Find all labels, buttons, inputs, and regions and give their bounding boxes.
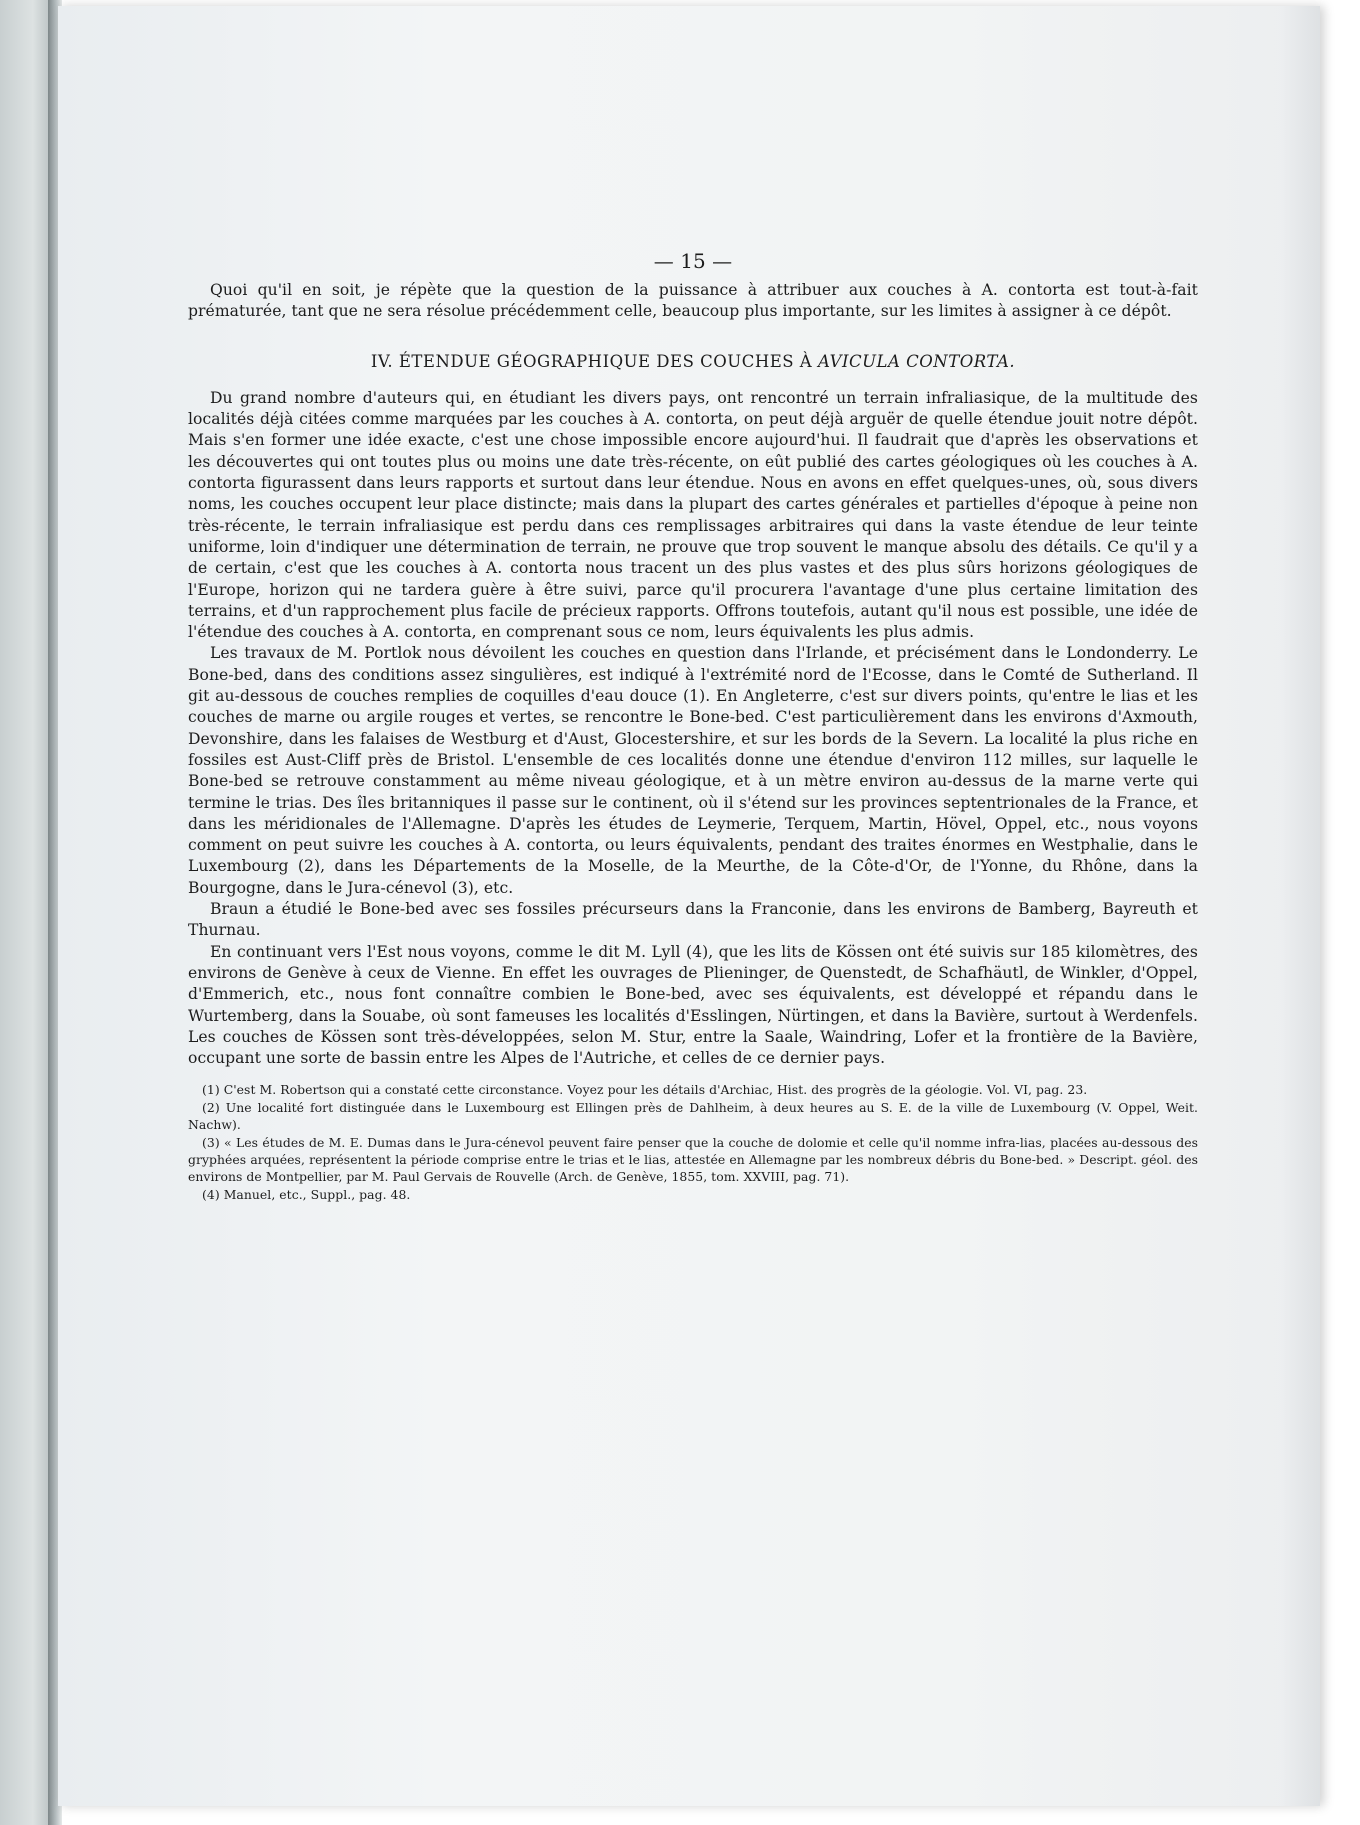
paragraph-2: Du grand nombre d'auteurs qui, en étudiant les divers pays, ont rencontré un terrain infraliasique, de la multitude des localités déjà citées comme marquées par les couches à A. contorta, on peut déjà arguër de quelle étendue jouit notre dépôt. Mais s'en former une idée exacte, c'est une chose impossible encore aujourd'hui. Il faudrait que d'après les observations et les découvertes qui ont toutes plus ou moins une date très-récente, on eût publié des cartes géologiques où les couches à A. contorta figurassent dans leurs rapports et surtout dans leur étendue. Nous en avons en effet quelques-unes, où, sous divers noms, les couches occupent leur place distincte; mais dans la plupart des cartes générales et partielles d'époque à peine non très-récente, le terrain infraliasique est perdu dans ces remplissages arbitraires qui dans la vaste étendue de leur teinte uniforme, loin d'indiquer une détermination de terrain, ne prouve que trop souvent le manque absolu des détails. Ce qu'il y a de certain, c'est que les couches à A. contorta nous tracent un des plus vastes et des plus sûrs horizons géologiques de l'Europe, horizon qui ne tardera guère à être suivi, parce qu'il procurera l'avantage d'une plus certaine limitation des terrains, et d'un rapprochement plus facile de précieux rapports. Offrons toutefois, autant qu'il nous est possible, une idée de l'étendue des couches à A. contorta, en comprenant sous ce nom, leurs équivalents les plus admis. (188, 388, 1198, 642)
page-edge-shadow (1280, 6, 1320, 1806)
section-heading-text: IV. ÉTENDUE GÉOGRAPHIQUE DES COUCHES À (370, 351, 818, 371)
page-number: — 15 — (653, 249, 733, 273)
paragraph-1: Quoi qu'il en soit, je répète que la question de la puissance à attribuer aux couches à A. contorta est tout-à-fait prématurée, tant que ne sera résolue précédemment celle, beaucoup plus importante, sur les limites à assigner à ce dépôt. (188, 281, 1198, 321)
page-text (188, 250, 1198, 1203)
paragraph-5: En continuant vers l'Est nous voyons, comme le dit M. Lyll (4), que les lits de Kössen ont été suivis sur 185 kilomètres, des environs de Genève à ceux de Vienne. En effet les ouvrages de Plieninger, de Quenstedt, de Schafhäutl, de Winkler, d'Oppel, d'Emmerich, etc., nous font connaître combien le Bone-bed, avec ses équivalents, est développé et répandu dans le Wurtemberg, dans la Souabe, où sont fameuses les localités d'Esslingen, Nürtingen, et dans la Bavière, surtout à Werdenfels. Les couches de Kössen sont très-développées, selon M. Stur, entre la Saale, Waindring, Lofer et la frontière de la Bavière, occupant une sorte de bassin entre les Alpes de l'Autriche, et celles de ce dernier pays. (188, 942, 1198, 1068)
section-heading (188, 351, 1198, 372)
footnote-2: (2) Une localité fort distinguée dans le Luxembourg est Ellingen près de Dahlheim, à deux heures au S. E. de la ville de Luxembourg (V. Oppel, Weit. Nachw). (188, 1099, 1198, 1133)
paragraph-3: Les travaux de M. Portlok nous dévoilent les couches en question dans l'Irlande, et précisément dans le Londonderry. Le Bone-bed, dans des conditions assez singulières, est indiqué à l'extrémité nord de l'Ecosse, dans le Comté de Sutherland. Il git au-dessous de couches remplies de coquilles d'eau douce (1). En Angleterre, c'est sur divers points, qu'entre le lias et les couches de marne ou argile rouges et vertes, se rencontre le Bone-bed. C'est particulièrement dans les environs d'Axmouth, Devonshire, dans les falaises de Westburg et d'Aust, Glocestershire, et sur les bords de la Severn. La localité la plus riche en fossiles est Aust-Cliff près de Bristol. L'ensemble de ces localités donne une étendue d'environ 112 milles, sur laquelle le Bone-bed se retrouve constamment au même niveau géologique, et à un mètre environ au-dessus de la marne verte qui termine le trias. Des îles britanniques il passe sur le continent, où il s'étend sur les provinces septentrionales de la France, et dans les méridionales de l'Allemagne. D'après les études de Leymerie, Terquem, Martin, Hövel, Oppel, etc., nous voyons comment on peut suivre les couches à A. contorta, ou leurs équivalents, pendant des traites énormes en Westphalie, dans le Luxembourg (2), dans les Départements de la Moselle, de la Meurthe, de la Côte-d'Or, de l'Yonne, du Rhône, dans la Bourgogne, dans le Jura-cénevol (3), etc. (188, 644, 1198, 897)
footnotes (188, 1081, 1198, 1203)
footnote-3: (3) « Les études de M. E. Dumas dans le Jura-cénevol peuvent faire penser que la couche de dolomie et celle qu'il nomme infra-lias, placées au-dessous des gryphées arquées, représentent la période comprise entre le trias et le lias, attestée en Allemagne par les nombreux débris du Bone-bed. » Descript. géol. des environs de Montpellier, par M. Paul Gervais de Rouvelle (Arch. de Genève, 1855, tom. XXVIII, pag. 71). (188, 1134, 1198, 1185)
section-heading-italic: AVICULA CONTORTA. (817, 351, 1016, 371)
footnote-1: (1) C'est M. Robertson qui a constaté cette circonstance. Voyez pour les détails d'Archiac, Hist. des progrès de la géologie. Vol. VI, pag. 23. (202, 1082, 1088, 1098)
paragraph-4: Braun a étudié le Bone-bed avec ses fossiles précurseurs dans la Franconie, dans les environs de Bamberg, Bayreuth et Thurnau. (188, 900, 1198, 940)
footnote-4: (4) Manuel, etc., Suppl., pag. 48. (202, 1186, 411, 1202)
